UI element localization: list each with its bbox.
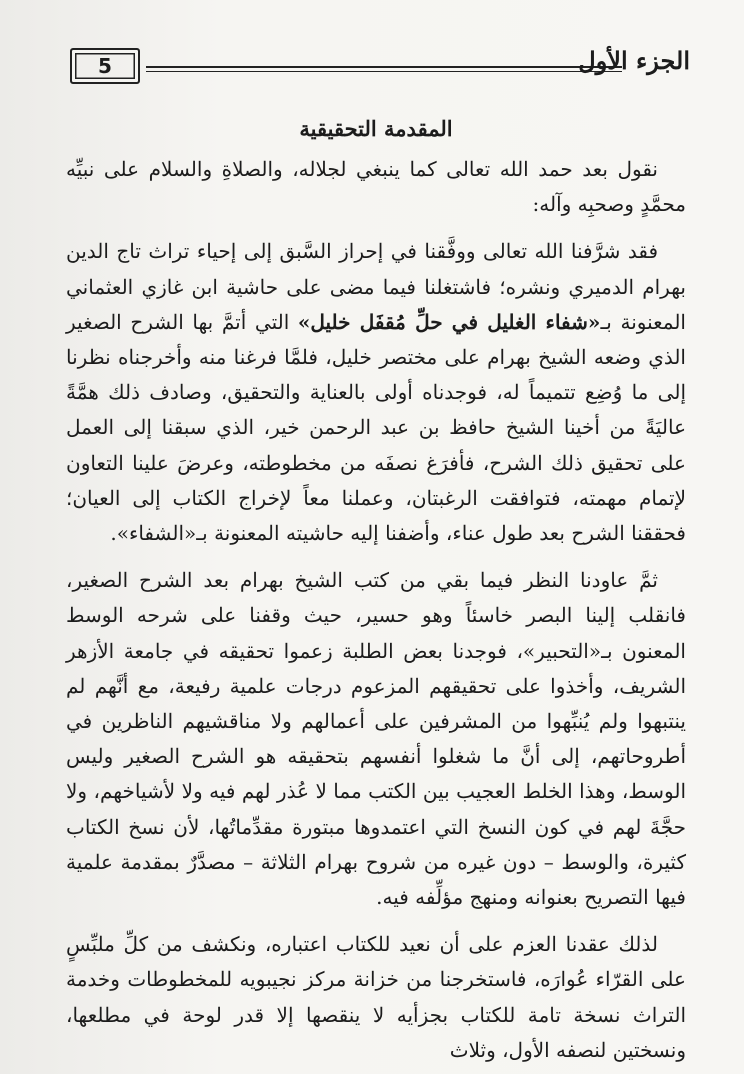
paragraph-text: فقد شرَّفنا الله تعالى ووفَّقنا في إحراز السَّبق إلى إحياء تراث تاج الدين بهرام الدميري ونشره؛ فاشتغلنا فيما مضى على حاشية ابن غازي العثماني المعنونة بـ xyxy=(66,239,686,334)
paragraph-decision: لذلك عقدنا العزم على أن نعيد للكتاب اعتباره، ونكشف من كلِّ ملبِّسٍ على القرّاء عُوارَه، فاستخرجنا من خزانة مركز نجيبويه للمخطوطات وخدمة التراث نسخة تامة للكتاب بجزأيه لا ينقصها إلا قدر لوحة في مطلعها، ونسختين لنصفه الأول، وثلاث xyxy=(66,932,686,1062)
paragraph-opening: نقول بعد حمد الله تعالى كما ينبغي لجلاله، والصلاةِ والسلام على نبيِّه محمَّدٍ وصحبِه وآله: xyxy=(66,157,686,217)
page-body xyxy=(66,112,686,1068)
paragraph-review: ثمَّ عاودنا النظر فيما بقي من كتب الشيخ بهرام بعد الشرح الصغير، فانقلب إلينا البصر خاسئاً وهو حسير، حيث وقفنا على شرحه الوسط المعنون بـ«التحبير»، فوجدنا بعض الطلبة زعموا تحقيقه في جامعة الأزهر الشريف، وأخذوا على تحقيقهم المزعوم درجات علمية رفيعة، مع أنَّهم لم ينتبهوا ولم يُنبِّهوا من المشرفين على أعمالهم ولا مناقشيهم الناظرين في أطروحاتهم، إلى أنَّ ما شغلوا أنفسهم بتحقيقه هو الشرح الصغير وليس الوسط، وهذا الخلط العجيب بين الكتب مما لا عُذر لهم فيه ولا لأشياخهم، ولا حجَّةَ لهم في كون النسخ التي اعتمدوها مبتورة مقدِّماتُها، لأن نسخ الكتاب كثيرة، والوسط – دون غيره من شروح بهرام الثلاثة – مصدَّرٌ بمقدمة علمية فيها التصريح بعنوانه ومنهج مؤلِّفه فيه. xyxy=(66,568,686,910)
header-rule xyxy=(146,66,622,68)
part-title: الجزء الأول xyxy=(578,46,690,75)
paragraph-intro xyxy=(66,234,686,551)
page-header xyxy=(70,48,692,90)
section-title: المقدمة التحقيقية xyxy=(299,116,453,141)
paragraph-text: التي أتمَّ بها الشرح الصغير الذي وضعه الشيخ بهرام على مختصر خليل، فلمَّا فرغنا منه وأخرجناه نظرنا إلى ما وُضِع تتميماً له، فوجدناه أولى بالعناية والتحقيق، وصادف ذلك همَّةً عاليَةً من أخينا الشيخ حافظ بن عبد الرحمن خير، الذي سبقنا إلى العمل على تحقيق ذلك الشرح، فأفرَغ نصفَه من مخطوطته، وعرضَ علينا التعاون لإتمام مهمته، فتوافقت الرغبتان، وعملنا معاً لإخراج الكتاب إلى العيان؛ فحققنا الشرح بعد طول عناء، وأضفنا إليه حاشيته المعنونة بـ«الشفاء». xyxy=(66,309,686,546)
book-title: «شفاء الغليل في حلِّ مُقفَل خليل» xyxy=(297,309,601,334)
header-rule-thin xyxy=(146,71,622,72)
page-number: 5 xyxy=(70,48,140,84)
